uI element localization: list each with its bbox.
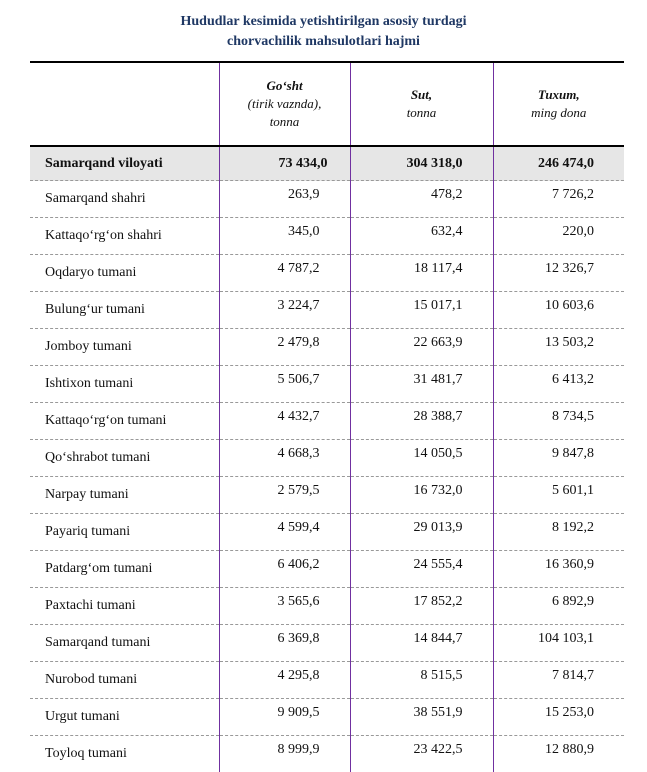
eggs-value: 7 726,2 [493, 181, 624, 218]
total-meat: 73 434,0 [219, 146, 350, 181]
table-row [30, 329, 624, 366]
meat-value: 6 369,8 [219, 625, 350, 662]
total-region-name: Samarqand viloyati [30, 146, 219, 181]
meat-value: 8 999,9 [219, 736, 350, 772]
milk-value: 24 555,4 [350, 551, 493, 588]
table-row [30, 181, 624, 218]
region-name: Oqdaryo tumani [30, 255, 219, 292]
region-name: Qo‘shrabot tumani [30, 440, 219, 477]
region-name: Samarqand tumani [30, 625, 219, 662]
table-row [30, 403, 624, 440]
header-milk-unit: tonna [351, 104, 493, 122]
header-eggs-name: Tuxum, [494, 86, 625, 104]
table-row [30, 736, 624, 772]
region-name: Ishtixon tumani [30, 366, 219, 403]
eggs-value: 16 360,9 [493, 551, 624, 588]
meat-value: 4 432,7 [219, 403, 350, 440]
milk-value: 29 013,9 [350, 514, 493, 551]
meat-value: 4 668,3 [219, 440, 350, 477]
table-row [30, 625, 624, 662]
document-title [0, 12, 647, 52]
eggs-value: 8 734,5 [493, 403, 624, 440]
header-row [30, 62, 624, 146]
milk-value: 28 388,7 [350, 403, 493, 440]
milk-value: 15 017,1 [350, 292, 493, 329]
eggs-value: 7 814,7 [493, 662, 624, 699]
region-name: Urgut tumani [30, 699, 219, 736]
milk-value: 478,2 [350, 181, 493, 218]
header-milk [350, 62, 493, 146]
table-row [30, 514, 624, 551]
region-name: Patdarg‘om tumani [30, 551, 219, 588]
eggs-value: 8 192,2 [493, 514, 624, 551]
milk-value: 16 732,0 [350, 477, 493, 514]
meat-value: 2 479,8 [219, 329, 350, 366]
region-name: Toyloq tumani [30, 736, 219, 772]
meat-value: 4 787,2 [219, 255, 350, 292]
table-row [30, 662, 624, 699]
table-row [30, 366, 624, 403]
eggs-value: 15 253,0 [493, 699, 624, 736]
region-name: Jomboy tumani [30, 329, 219, 366]
region-name: Kattaqo‘rg‘on shahri [30, 218, 219, 255]
meat-value: 3 565,6 [219, 588, 350, 625]
livestock-table [30, 61, 624, 772]
title-line-2: chorvachilik mahsulotlari hajmi [0, 32, 647, 52]
meat-value: 5 506,7 [219, 366, 350, 403]
table-row [30, 440, 624, 477]
header-milk-name: Sut, [351, 86, 493, 104]
region-name: Kattaqo‘rg‘on tumani [30, 403, 219, 440]
region-name: Narpay tumani [30, 477, 219, 514]
milk-value: 17 852,2 [350, 588, 493, 625]
meat-value: 263,9 [219, 181, 350, 218]
eggs-value: 9 847,8 [493, 440, 624, 477]
meat-value: 3 224,7 [219, 292, 350, 329]
header-meat-unit: (tirik vaznda), tonna [220, 95, 350, 131]
region-name: Samarqand shahri [30, 181, 219, 218]
eggs-value: 6 413,2 [493, 366, 624, 403]
milk-value: 632,4 [350, 218, 493, 255]
milk-value: 14 050,5 [350, 440, 493, 477]
milk-value: 23 422,5 [350, 736, 493, 772]
milk-value: 8 515,5 [350, 662, 493, 699]
header-region [30, 62, 219, 146]
milk-value: 22 663,9 [350, 329, 493, 366]
table-row [30, 255, 624, 292]
milk-value: 31 481,7 [350, 366, 493, 403]
region-name: Paxtachi tumani [30, 588, 219, 625]
table-row [30, 218, 624, 255]
table-row [30, 477, 624, 514]
eggs-value: 10 603,6 [493, 292, 624, 329]
region-name: Bulung‘ur tumani [30, 292, 219, 329]
table-row [30, 588, 624, 625]
title-line-1: Hududlar kesimida yetishtirilgan asosiy turdagi [0, 12, 647, 32]
meat-value: 4 599,4 [219, 514, 350, 551]
milk-value: 14 844,7 [350, 625, 493, 662]
table-row [30, 699, 624, 736]
table-row [30, 292, 624, 329]
milk-value: 38 551,9 [350, 699, 493, 736]
eggs-value: 12 880,9 [493, 736, 624, 772]
meat-value: 2 579,5 [219, 477, 350, 514]
meat-value: 345,0 [219, 218, 350, 255]
table-row [30, 551, 624, 588]
eggs-value: 5 601,1 [493, 477, 624, 514]
eggs-value: 104 103,1 [493, 625, 624, 662]
meat-value: 9 909,5 [219, 699, 350, 736]
table-header [30, 62, 624, 146]
header-eggs-unit: ming dona [494, 104, 625, 122]
region-name: Nurobod tumani [30, 662, 219, 699]
total-eggs: 246 474,0 [493, 146, 624, 181]
table-body [30, 146, 624, 772]
total-milk: 304 318,0 [350, 146, 493, 181]
milk-value: 18 117,4 [350, 255, 493, 292]
meat-value: 6 406,2 [219, 551, 350, 588]
header-eggs [493, 62, 624, 146]
total-row [30, 146, 624, 181]
header-meat-name: Go‘sht [220, 77, 350, 95]
eggs-value: 6 892,9 [493, 588, 624, 625]
eggs-value: 13 503,2 [493, 329, 624, 366]
region-name: Payariq tumani [30, 514, 219, 551]
eggs-value: 220,0 [493, 218, 624, 255]
meat-value: 4 295,8 [219, 662, 350, 699]
eggs-value: 12 326,7 [493, 255, 624, 292]
header-meat [219, 62, 350, 146]
